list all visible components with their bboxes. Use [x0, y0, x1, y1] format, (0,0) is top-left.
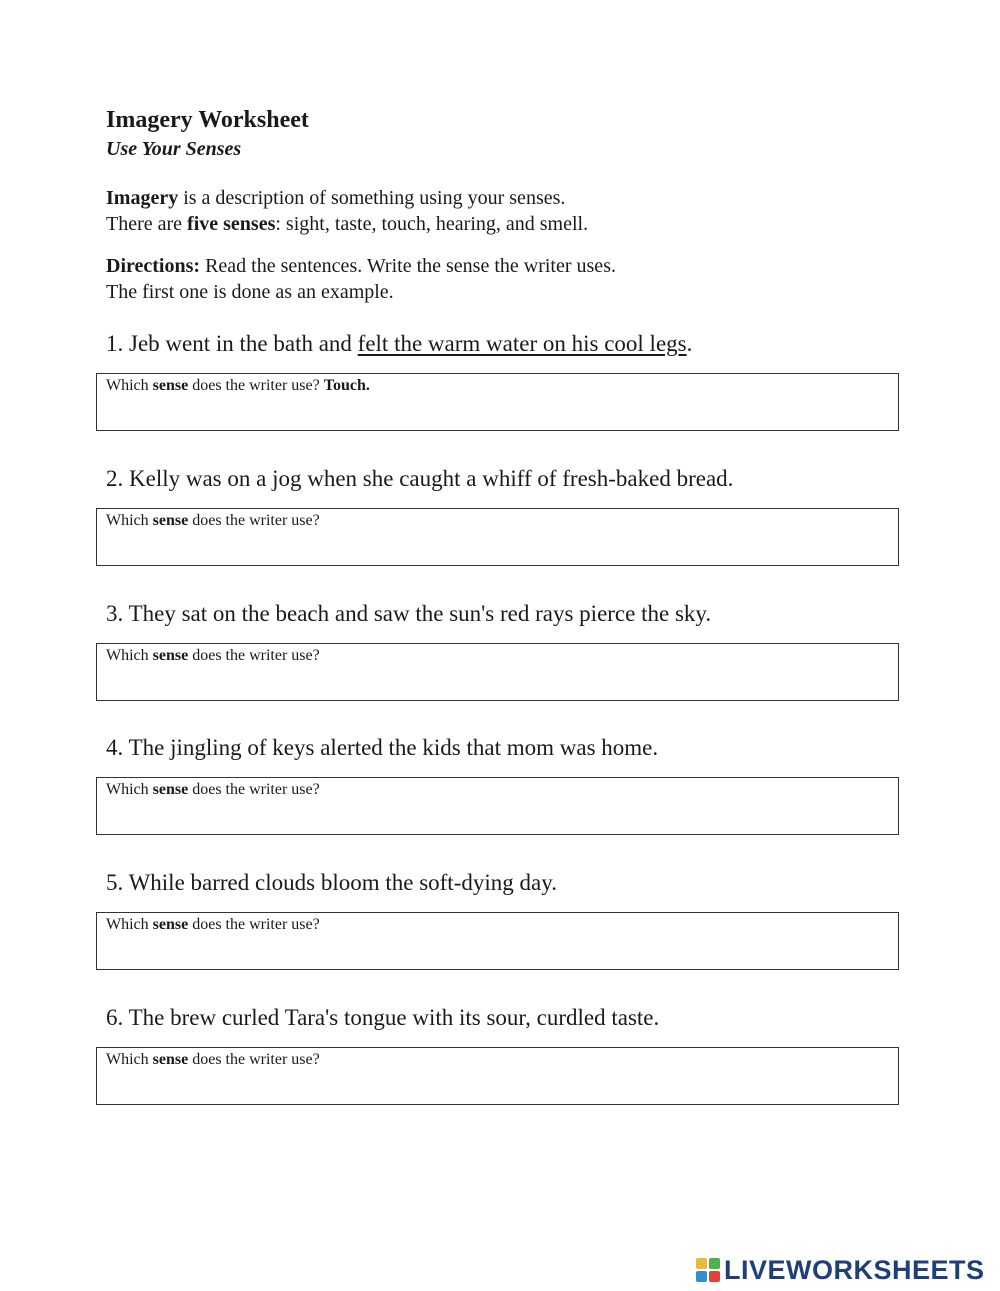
logo-block-icon [709, 1271, 720, 1282]
answer-prompt [106, 1050, 320, 1070]
directions-text: Read the sentences. Write the sense the writer uses. [200, 255, 616, 277]
prompt-bold: sense [152, 1051, 189, 1068]
prompt-before: Which [106, 647, 153, 664]
answer-box-1 [96, 373, 899, 431]
five-senses-term: five senses [187, 213, 276, 235]
question-1 [106, 329, 692, 359]
prompt-bold: sense [152, 647, 189, 664]
intro-line-1 [106, 185, 565, 211]
question-6: 6. The brew curled Tara's tongue with its sour, curdled taste. [106, 1005, 660, 1030]
imagery-definition: is a description of something using your senses. [178, 187, 566, 209]
directions-line-1 [106, 253, 616, 279]
prompt-bold: sense [152, 781, 189, 798]
answer-box-5 [96, 912, 899, 970]
answer-prompt [106, 915, 320, 935]
answer-input-4[interactable] [107, 802, 887, 830]
prompt-after: does the writer use? [188, 377, 320, 394]
answer-input-2[interactable] [107, 533, 887, 561]
imagery-term: Imagery [106, 187, 179, 209]
prompt-before: Which [106, 916, 153, 933]
prompt-after: does the writer use? [188, 1051, 320, 1068]
answer-box-4 [96, 777, 899, 835]
prompt-before: Which [106, 377, 153, 394]
prompt-before: Which [106, 512, 153, 529]
worksheet-title: Imagery Worksheet [106, 107, 309, 133]
question-5: 5. While barred clouds bloom the soft-dying day. [106, 870, 557, 895]
prompt-after: does the writer use? [188, 916, 320, 933]
question-1-underlined: felt the warm water on his cool legs [357, 331, 687, 356]
prompt-before: Which [106, 1051, 153, 1068]
answer-input-6[interactable] [107, 1072, 887, 1100]
answer-box-3 [96, 643, 899, 701]
logo-block-icon [696, 1258, 707, 1269]
answer-box-2 [96, 508, 899, 566]
question-2: 2. Kelly was on a jog when she caught a whiff of fresh-baked bread. [106, 466, 734, 491]
answer-input-5[interactable] [107, 937, 887, 965]
prompt-bold: sense [152, 916, 189, 933]
prompt-after: does the writer use? [188, 781, 320, 798]
answer-box-6 [96, 1047, 899, 1105]
prompt-before: Which [106, 781, 153, 798]
question-3: 3. They sat on the beach and saw the sun's red rays pierce the sky. [106, 601, 712, 626]
logo-text: LIVEWORKSHEETS [724, 1254, 985, 1285]
answer-input-3[interactable] [107, 668, 887, 696]
intro-line-2-start: There are [106, 213, 188, 235]
senses-list: : sight, taste, touch, hearing, and smell. [275, 213, 589, 235]
example-answer: Touch. [323, 377, 370, 394]
answer-prompt [106, 511, 320, 531]
directions-line-2: The first one is done as an example. [106, 281, 394, 303]
prompt-bold: sense [152, 377, 189, 394]
liveworksheets-logo [696, 1255, 985, 1285]
logo-block-icon [696, 1271, 707, 1282]
question-1-start: 1. Jeb went in the bath and [106, 331, 358, 356]
logo-block-icon [709, 1258, 720, 1269]
prompt-bold: sense [152, 512, 189, 529]
answer-prompt [106, 646, 320, 666]
prompt-after: does the writer use? [188, 647, 320, 664]
answer-prompt [106, 376, 370, 396]
logo-blocks-icon [696, 1258, 720, 1282]
intro-line-2 [106, 211, 588, 237]
question-4: 4. The jingling of keys alerted the kids that mom was home. [106, 735, 659, 760]
prompt-after: does the writer use? [188, 512, 320, 529]
question-1-end: . [686, 331, 693, 356]
worksheet-subtitle: Use Your Senses [106, 138, 242, 160]
directions-label: Directions: [106, 255, 201, 277]
answer-prompt [106, 780, 320, 800]
